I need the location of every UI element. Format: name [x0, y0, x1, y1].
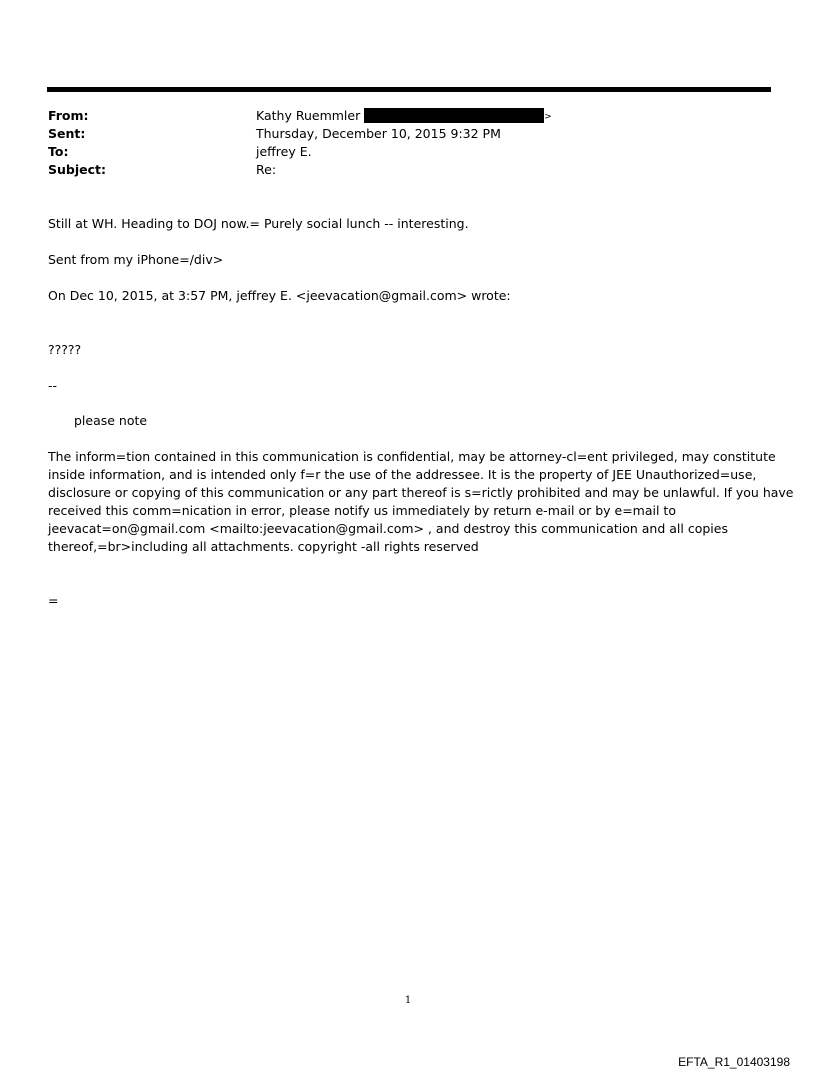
disclaimer-line: The inform=tion contained in this communication is confidential, may be attorney-cl=ent privileged, may constitute — [48, 449, 776, 464]
disclaimer-line: inside information, and is intended only f=r the use of the addressee. It is the property of JEE Unauthorized=use, — [48, 467, 757, 482]
signature-line: Sent from my iPhone=/div> — [48, 252, 224, 267]
disclaimer — [48, 448, 794, 556]
trailing-text: = — [48, 593, 59, 608]
disclaimer-line: thereof,=br>including all attachments. copyright -all rights reserved — [48, 539, 479, 554]
message-line: Still at WH. Heading to DOJ now.= Purely social lunch -- interesting. — [48, 216, 469, 231]
subject-row — [48, 161, 768, 179]
sender-name: Kathy Ruemmler — [256, 108, 361, 123]
sent-label: Sent: — [48, 126, 86, 141]
quoted-text: ????? — [48, 342, 82, 357]
disclaimer-line: disclosure or copying of this communication or any part thereof is s=rictly prohibited and may be unlawful. If you have — [48, 485, 794, 500]
separator-text: -- — [48, 378, 58, 393]
page-number: 1 — [404, 995, 412, 1006]
quote-attribution: On Dec 10, 2015, at 3:57 PM, jeffrey E. <jeevacation@gmail.com> wrote: — [48, 288, 511, 303]
email-header — [48, 107, 768, 179]
note-heading: please note — [74, 413, 148, 428]
redaction-block — [364, 108, 544, 123]
subject-value: Re: — [256, 162, 277, 177]
bates-number: EFTA_R1_01403198 — [678, 1055, 790, 1069]
redaction-tail: > — [544, 112, 552, 122]
to-row — [48, 143, 768, 161]
to-label: To: — [48, 144, 69, 159]
to-value: jeffrey E. — [256, 144, 312, 159]
from-value — [256, 107, 552, 126]
disclaimer-line: jeevacat=on@gmail.com <mailto:jeevacation@gmail.com> , and destroy this communication and all copies — [48, 521, 728, 536]
sent-value: Thursday, December 10, 2015 9:32 PM — [256, 126, 501, 141]
from-row — [48, 107, 768, 125]
sent-row — [48, 125, 768, 143]
header-rule — [47, 87, 771, 92]
from-label: From: — [48, 108, 89, 123]
disclaimer-line: received this comm=nication in error, please notify us immediately by return e-mail or by e=mail to — [48, 503, 676, 518]
subject-label: Subject: — [48, 162, 106, 177]
